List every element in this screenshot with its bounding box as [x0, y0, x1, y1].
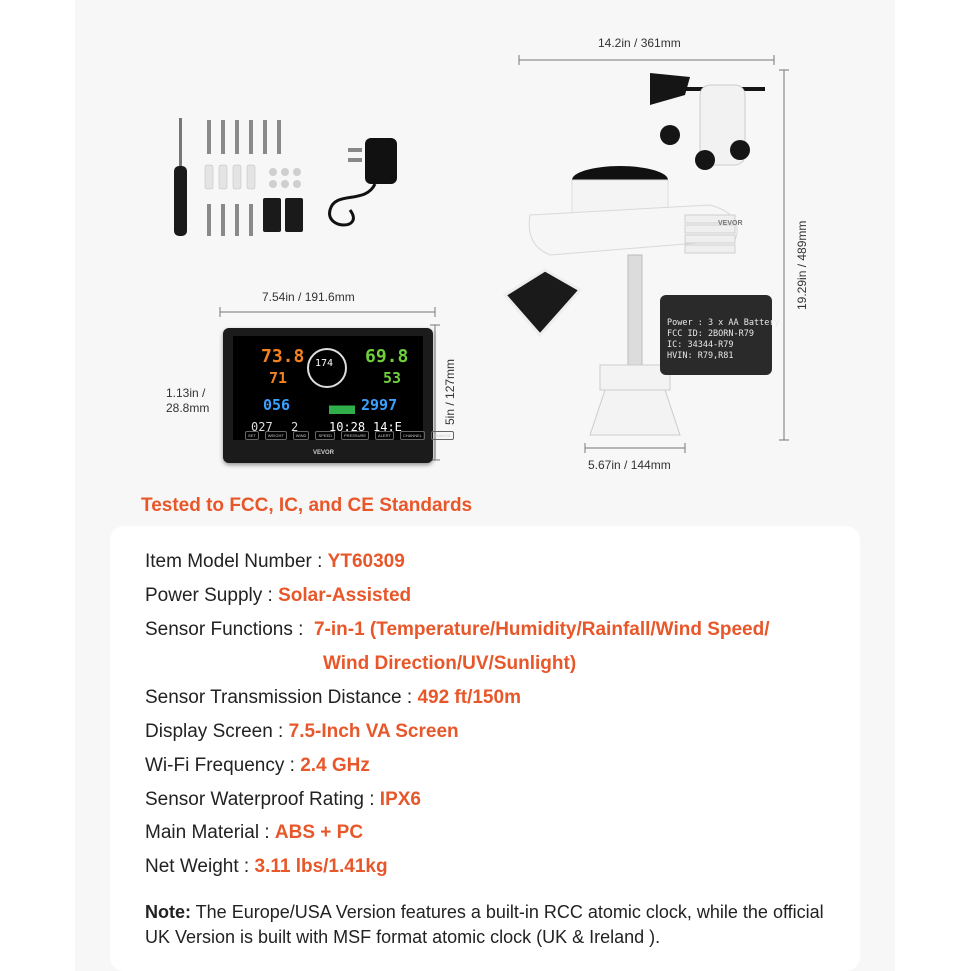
spec-label: Sensor Transmission Distance : [145, 687, 418, 708]
console-button-alert[interactable]: ALERT [375, 431, 394, 440]
sensor-brand-logo: VEVOR [718, 220, 743, 227]
battery-info-line: Power : 3 x AA Battery [667, 318, 780, 328]
power-adapter-icon [330, 138, 397, 225]
nuts-icon [269, 168, 301, 188]
spec-value: YT60309 [327, 551, 405, 572]
weather-sensor-illustration [490, 65, 780, 445]
console-button-wind[interactable]: WIND [293, 431, 310, 440]
tested-heading: Tested to FCC, IC, and CE Standards [141, 495, 473, 516]
spec-label: Display Screen : [145, 721, 289, 742]
sensor-height-dimension-line [779, 70, 789, 440]
spec-value: 7-in-1 (Temperature/Humidity/Rainfall/Wind Speed/ [313, 619, 770, 640]
uv-index-small: 2 [291, 420, 299, 434]
spec-value: Wind Direction/UV/Sunlight) [323, 653, 577, 674]
sensor-height-label: 19.29in / 489mm [795, 220, 809, 310]
console-button-set[interactable]: SET [245, 431, 259, 440]
battery-info-line: HVIN: R79,R81 [667, 351, 734, 361]
sensor-width-label: 14.2in / 361mm [598, 36, 681, 50]
spec-model-number [145, 551, 405, 573]
console-button-channel[interactable]: CHANNEL [400, 431, 425, 440]
spec-value: 7.5-Inch VA Screen [288, 721, 459, 742]
spec-main-material [145, 822, 363, 844]
sensor-width-dimension-line [519, 55, 774, 65]
pressure-value: 2997 [361, 396, 398, 414]
atomic-clock-note [145, 900, 845, 950]
spec-transmission-distance [145, 687, 521, 709]
spec-value: ABS + PC [274, 822, 364, 843]
display-width-dimension-line [220, 307, 435, 317]
display-depth-label: 1.13in / 28.8mm [166, 386, 210, 415]
uv-value: 027 [251, 420, 273, 434]
spec-value: IPX6 [379, 789, 421, 810]
console-button-pressure[interactable]: PRESSURE [341, 431, 369, 440]
indoor-temperature: 71 [269, 369, 288, 387]
spec-wifi-frequency [145, 755, 370, 777]
spec-label: Sensor Waterproof Rating : [145, 789, 380, 810]
spec-value: 492 ft/150m [417, 687, 521, 708]
accessories-illustration [165, 110, 415, 250]
battery-info-line: FCC ID: 2BORN-R79 [667, 329, 754, 339]
display-width-label: 7.54in / 191.6mm [262, 290, 355, 304]
mounting-bracket-icon [590, 365, 680, 435]
spec-label: Main Material : [145, 822, 275, 843]
note-text: The Europe/USA Version features a built-in RCC atomic clock, while the official UK Version is built with MSF format atomic clock (UK & Ireland ). [145, 902, 824, 947]
indoor-humidity: 53 [383, 369, 402, 387]
spec-waterproof-rating [145, 789, 421, 811]
spec-sensor-functions [145, 619, 770, 641]
console-button-speed[interactable]: SPEED [315, 431, 335, 440]
spec-label: Wi-Fi Frequency : [145, 755, 301, 776]
spec-value: 2.4 GHz [300, 755, 370, 776]
wind-direction-value: 174 [315, 358, 334, 369]
outdoor-temperature: 73.8 [261, 346, 305, 367]
outdoor-humidity: 69.8 [365, 346, 409, 367]
spec-label: Net Weight : [145, 856, 255, 877]
spec-value: Solar-Assisted [278, 585, 412, 606]
spec-label: Power Supply : [145, 585, 279, 606]
spec-sensor-functions-continued [323, 653, 576, 675]
display-screen [233, 336, 423, 440]
display-height-label: 5in / 127mm [443, 358, 457, 425]
spec-net-weight [145, 856, 388, 878]
adhesive-pads-icon [263, 198, 303, 232]
screwdriver-icon [174, 118, 187, 236]
spec-value: 3.11 lbs/1.41kg [254, 856, 388, 877]
console-button-weight[interactable]: WEIGHT [265, 431, 287, 440]
battery-info-plate [667, 318, 780, 362]
console-button-row [245, 431, 454, 440]
rainfall-value: 056 [263, 396, 291, 414]
console-button-change[interactable]: CHANGE [431, 431, 454, 440]
battery-info-line: IC: 34344-R79 [667, 340, 734, 350]
spec-power-supply [145, 585, 411, 607]
spec-display-screen [145, 721, 459, 743]
pressure-graph [329, 400, 355, 414]
date-value: 14:E [373, 420, 402, 434]
wall-anchors-icon [205, 165, 255, 189]
console-brand-logo: VEVOR [313, 450, 335, 456]
sensor-base-label: 5.67in / 144mm [588, 458, 671, 472]
clock-value: 10:28 [329, 420, 366, 434]
note-label: Note: [145, 902, 191, 922]
spec-label: Sensor Functions : [145, 619, 314, 640]
spec-label: Item Model Number : [145, 551, 328, 572]
solar-panel-icon [505, 270, 580, 335]
